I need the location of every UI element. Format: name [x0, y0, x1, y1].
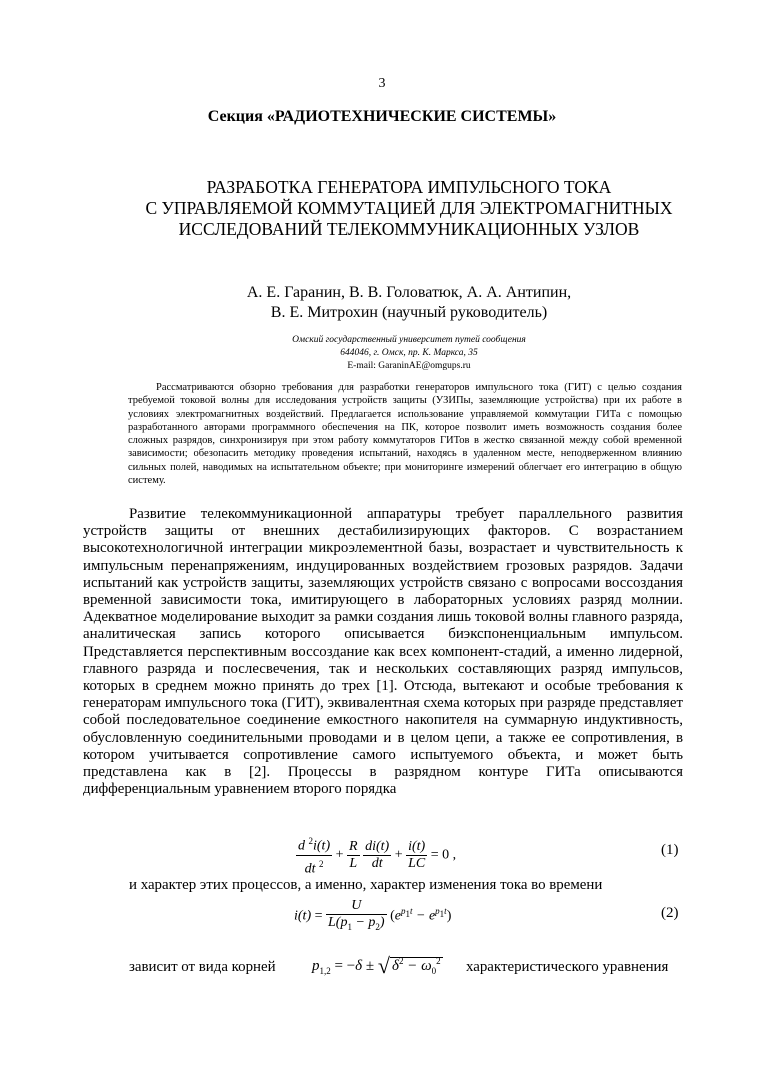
title-line-2: С УПРАВЛЯЕМОЙ КОММУТАЦИЕЙ ДЛЯ ЭЛЕКТРОМАГНИТНЫХ [145, 198, 673, 218]
last-line-right: характеристического уравнения [466, 959, 669, 975]
equation-2: i(t) = $\frac{U}{L(p_1 - p_2)}$ $(e^{p_1t} - e^{p_1t})$ [294, 898, 452, 932]
title-line-3: ИССЛЕДОВАНИЙ ТЕЛЕКОММУНИКАЦИОННЫХ УЗЛОВ [178, 219, 640, 239]
title-line-1: РАЗРАБОТКА ГЕНЕРАТОРА ИМПУЛЬСНОГО ТОКА [206, 177, 612, 197]
roots-formula: $p_{1,2} = -\delta$ ± √ $\delta^2 - \omega_0^2$ [312, 953, 441, 978]
authors-line-2: В. Е. Митрохин (научный руководитель) [270, 304, 548, 321]
affiliation-address: 644046, г. Омск, пр. К. Маркса, 35 [340, 348, 478, 358]
authors [0, 283, 764, 323]
equation-1-number: (1) [661, 842, 679, 858]
abstract: Рассматриваются обзорно требования для разработки генераторов импульсного тока (ГИТ) с целью создания требуемой токовой волны для исследования устройств защиты (УЗИПы, заземляющие устройства) при их работе в условиях электромагнитных воздействий. Предлагается использование управляемой коммутации ГИТа с помощью разработанного авторами программного обеспечения на ПК, которое позволит иметь возможность создания более сложных разрядов, синхронизируя при этом работу коммутаторов ГИТов в жестко связанной между собой временной зависимости; обезопасить методику проведения испытаний, находясь в удаленном месте, неподверженном влиянию сильных полей, наводимых на испытательном объекте; при мониторинге измерений облегчает его интеграцию в общую систему. [128, 382, 682, 487]
last-line-left: зависит от вида корней [129, 959, 276, 975]
page-number: 3 [378, 76, 386, 91]
body-paragraph: Развитие телекоммуникационной аппаратуры требует параллельного развития устройств защиты от внешних дестабилизирующих факторов. С возрастанием высокотехнологичной интеграции микроэлементной базы, возрастает и чувствительность к импульсным перенапряжениям, индуцированных воздействием грозовых разрядов. Задачи испытаний как устройств защиты, заземляющих устройств связано с вопросами воссоздания временной зависимости тока, имитирующего в лабораторных условиях разряд молнии. Адекватное моделирование выходит за рамки создания лишь токовой волны главного разряда, аналитическая запись которого описывается биэкспоненциальным импульсом. Представляется перспективным воссоздание как всех компонент-стадий, а именно лидерной, главного разряда и послесвечения, так и нескольких составляющих разряд импульсов, которых в среднем можно принять до трех [1]. Отсюда, вытекают и особые требования к генераторам импульсного тока (ГИТ), эквивалентная схема которых при разряде представляет собой последовательное соединение емкостного накопителя на суммарную индуктивность, обусловленную соединительными проводами и в целом цепи, а также ее сопротивления, в котором учитывается сопротивление самого испытуемого объекта, и может быть представлена как в [2]. Процессы в разрядном контуре ГИТа описываются дифференциальным уравнением второго порядка [83, 506, 683, 798]
affiliation-org: Омский государственный университет путей сообщения [292, 335, 526, 345]
affiliation [0, 334, 764, 373]
section-heading: Секция «РАДИОТЕХНИЧЕСКИЕ СИСТЕМЫ» [207, 108, 557, 125]
between-text: и характер этих процессов, а именно, характер изменения тока во времени [129, 877, 603, 893]
authors-line-1: А. Е. Гаранин, В. В. Головатюк, А. А. Антипин, [246, 284, 572, 301]
affiliation-email: E-mail: GaraninAE@omgups.ru [347, 361, 471, 371]
equation-1: $\frac{d ^2i(t)}{dt ^2}$ + $\frac{R}{L}$ $\frac{di(t)}{dt}$ + $\frac{i(t)}{LC}$ = 0 , [296, 833, 456, 877]
paper-title [0, 177, 764, 240]
equation-2-number: (2) [661, 905, 679, 921]
